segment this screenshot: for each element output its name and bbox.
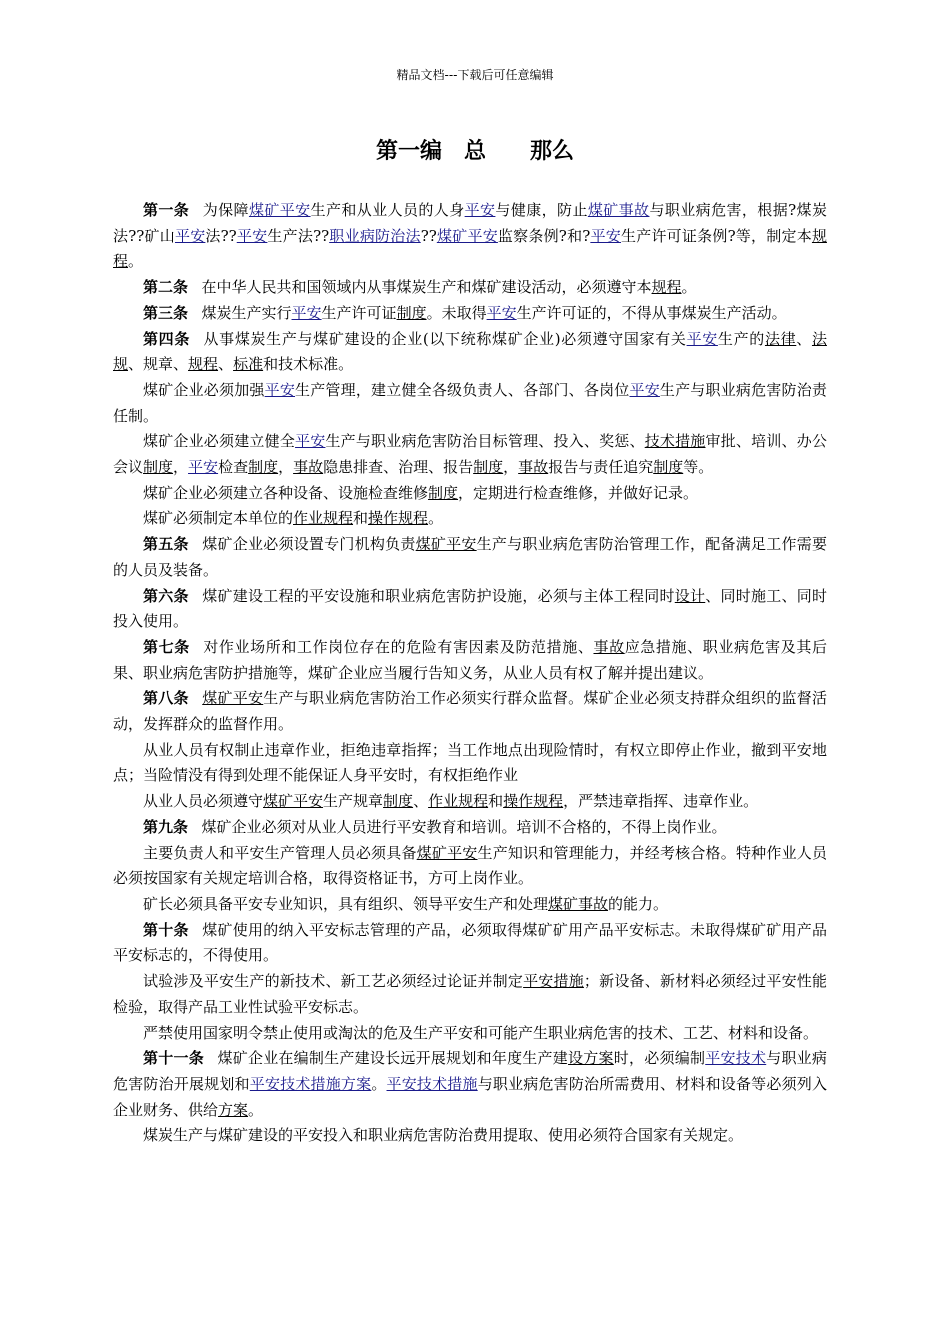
paragraph-text: 煤矿企业必须建立各种设备、设施检查维修 <box>143 483 429 502</box>
paragraph-text: 煤矿使用的纳入平安标志管理的产品，必须取得煤矿矿用产品平安标志。未取得煤矿矿用产品平安标志的，不得使用。 <box>113 920 827 965</box>
paragraph-text: ?? <box>420 226 437 245</box>
paragraph-text: 、规章、 <box>128 355 189 374</box>
paragraph-text: 生产与职业病危害防治目标管理、投入、奖惩、 <box>325 432 645 451</box>
paragraph-text: 煤矿企业必须加强 <box>143 380 265 399</box>
paragraph-text: ， <box>278 458 294 477</box>
article-paragraph <box>113 815 827 841</box>
article-paragraph <box>113 686 827 737</box>
article-paragraph <box>113 584 827 635</box>
glossary-link[interactable]: 煤矿事故 <box>587 201 650 219</box>
article-paragraph <box>113 481 827 507</box>
glossary-link[interactable]: 规程 <box>188 355 219 374</box>
glossary-link[interactable]: 法规 <box>113 329 827 374</box>
article-paragraph <box>113 969 827 1020</box>
glossary-link[interactable]: 煤矿平安 <box>248 201 311 219</box>
article-number: 第十一条 <box>143 1049 204 1068</box>
glossary-link[interactable]: 职业病防治法 <box>329 226 421 245</box>
paragraph-text: 煤炭生产实行 <box>201 303 292 322</box>
glossary-link[interactable]: 平安技术措施 <box>386 1074 478 1093</box>
paragraph-text: 生产与职业病危害防治工作必须实行群众监督。煤矿企业必须支持群众组织的监督活动，发挥群众的监督作用。 <box>113 689 827 734</box>
article-paragraph <box>113 892 827 918</box>
paragraph-text: 严禁使用国家明令禁止使用或淘汰的危及生产平安和可能产生职业病危害的技术、工艺、材料和设备。 <box>143 1023 819 1042</box>
paragraph-text: 在中华人民共和国领域内从事煤炭生产和煤矿建设活动，必须遵守本 <box>201 278 652 297</box>
glossary-link[interactable]: 平安 <box>590 226 622 245</box>
glossary-link[interactable]: 平安 <box>188 458 219 477</box>
paragraph-text: 生产和从业人员的人身 <box>310 201 465 219</box>
glossary-link[interactable]: 平安 <box>295 432 326 451</box>
article-number: 第九条 <box>143 817 189 836</box>
paragraph-text: 主要负责人和平安生产管理人员必须具备 <box>143 843 417 862</box>
paragraph-text: 时，必须编制 <box>613 1049 706 1068</box>
paragraph-text: 和 <box>488 792 504 811</box>
paragraph-text: 从业人员必须遵守 <box>143 792 264 811</box>
paragraph-text: 生产许可证条例?等，制定本 <box>621 226 812 245</box>
paragraph-text: 煤矿企业必须对从业人员进行平安教育和培训。培训不合格的，不得上岗作业。 <box>201 817 727 836</box>
glossary-link[interactable]: 制度 <box>383 792 414 811</box>
article-paragraph <box>113 789 827 815</box>
paragraph-text: 与职业病危害防治所需费用、材料和设备等必须列入企业财务、供给 <box>113 1074 827 1119</box>
paragraph-text: 。 <box>371 1074 387 1093</box>
glossary-link[interactable]: 法律 <box>764 329 797 348</box>
paragraph-text: 与健康，防止 <box>495 201 588 219</box>
paragraph-text: 的能力。 <box>608 894 669 913</box>
paragraph-text: 生产与职业病危害防治管理工作，配备满足工作需要的人员及装备。 <box>113 535 827 579</box>
article-paragraph <box>113 841 827 892</box>
paragraph-text: ， <box>173 458 189 477</box>
paragraph-text: 应急措施、职业病危害及其后果、职业病危害防护措施等，煤矿企业应当履行告知义务，从业人员有权了解并提出建议。 <box>113 637 827 682</box>
paragraph-text: 生产法?? <box>267 226 330 245</box>
paragraph-text: 。 <box>128 252 144 271</box>
glossary-link[interactable]: 平安 <box>264 380 296 399</box>
paragraph-text: 试验涉及平安生产的新技术、新工艺必须经过论证并制定 <box>143 972 524 991</box>
glossary-link[interactable]: 平安 <box>629 380 660 399</box>
paragraph-text: 生产许可证 <box>321 303 397 322</box>
paragraph-text: 法?? <box>205 226 237 245</box>
glossary-link[interactable]: 事故 <box>518 458 549 477</box>
paragraph-text: ，严禁违章指挥、违章作业。 <box>563 792 759 811</box>
glossary-link[interactable]: 制度 <box>396 303 427 322</box>
glossary-link[interactable]: 制度 <box>428 483 459 502</box>
paragraph-text: ， <box>503 458 519 477</box>
paragraph-text: 、同时施工、同时投入使用。 <box>113 586 827 631</box>
article-number: 第二条 <box>143 278 189 297</box>
glossary-link[interactable]: 平安技术 <box>705 1049 767 1068</box>
glossary-link[interactable]: 平安措施 <box>523 972 584 991</box>
glossary-link[interactable]: 制度 <box>248 458 279 477</box>
glossary-link[interactable]: 制度 <box>653 458 684 477</box>
glossary-link[interactable]: 标准 <box>233 355 264 374</box>
glossary-link[interactable]: 平安 <box>236 226 268 245</box>
paragraph-text: 煤矿企业在编制生产建设长远开展规划和年度生产建 <box>217 1049 569 1068</box>
glossary-link[interactable]: 煤矿事故 <box>548 894 609 913</box>
paragraph-text: 。 <box>681 278 697 297</box>
glossary-link[interactable]: 设计 <box>674 586 706 605</box>
paragraph-text: 与职业病危害，根据?煤炭法??矿山 <box>113 201 827 245</box>
article-paragraph <box>113 429 827 480</box>
glossary-link[interactable]: 规程 <box>651 278 682 297</box>
paragraph-text: ；新设备、新材料必须经过平安性能检验，取得产品工业性试验平安标志。 <box>113 972 827 1016</box>
paragraph-text: 煤炭生产与煤矿建设的平安投入和职业病危害防治费用提取、使用必须符合国家有关规定。 <box>143 1126 744 1145</box>
article-number: 第六条 <box>143 586 189 605</box>
article-number: 第十条 <box>143 920 189 939</box>
chapter-title: 第一编 总 那么 <box>375 139 574 164</box>
glossary-link[interactable]: 事故 <box>593 637 625 656</box>
glossary-link[interactable]: 技术措施 <box>644 432 706 451</box>
article-paragraph <box>113 327 827 378</box>
paragraph-text: 为保障 <box>202 201 249 219</box>
paragraph-text: 隐患排查、治理、报告 <box>323 458 474 477</box>
glossary-link[interactable]: 平安 <box>174 226 206 245</box>
paragraph-text: 生产管理，建立健全各级负责人、各部门、各岗位 <box>295 380 630 399</box>
glossary-link[interactable]: 煤矿平安 <box>436 226 498 245</box>
article-paragraph <box>113 198 827 275</box>
paragraph-text: 。 <box>428 509 444 528</box>
glossary-link[interactable]: 煤矿平安 <box>415 535 477 554</box>
paragraph-text: 对作业场所和工作岗位存在的危险有害因素及防范措施、 <box>203 637 594 656</box>
paragraph-text: 。未取得 <box>426 303 487 322</box>
article-paragraph <box>113 378 827 429</box>
glossary-link[interactable]: 作业规程 <box>428 792 489 811</box>
paragraph-text: 。 <box>248 1100 264 1119</box>
paragraph-text: 、 <box>796 329 812 348</box>
paragraph-text: 监察条例?和? <box>497 226 591 245</box>
paragraph-text: 等。 <box>683 458 714 477</box>
article-paragraph <box>113 506 827 532</box>
paragraph-text: 审批、培训、办公会议 <box>113 432 827 477</box>
paragraph-text: ，定期进行检查维修，并做好记录。 <box>458 483 699 502</box>
glossary-link[interactable]: 作业规程 <box>293 509 354 528</box>
glossary-link[interactable]: 设方案 <box>568 1049 614 1068</box>
paragraph-text: 、 <box>218 355 234 374</box>
paragraph-text: 煤矿企业必须建立健全 <box>143 432 296 451</box>
article-paragraph <box>113 275 827 301</box>
article-number: 第五条 <box>143 535 189 554</box>
article-paragraph <box>113 738 827 789</box>
article-paragraph <box>113 918 827 969</box>
paragraph-text: 和 <box>353 509 369 528</box>
paragraph-text: 、 <box>413 792 429 811</box>
document-body <box>113 198 827 1149</box>
glossary-link[interactable]: 事故 <box>293 458 324 477</box>
paragraph-text: 矿长必须具备平安专业知识，具有组织、领导平安生产和处理 <box>143 894 549 913</box>
article-number: 第四条 <box>143 329 191 348</box>
glossary-link[interactable]: 操作规程 <box>368 509 429 528</box>
paragraph-text: 生产的 <box>717 329 765 348</box>
paragraph-text: 生产与职业病危害防治责任制。 <box>113 380 827 425</box>
article-paragraph <box>113 1021 827 1047</box>
glossary-link[interactable]: 煤矿平安 <box>202 689 264 708</box>
paragraph-text: 生产规章 <box>323 792 384 811</box>
paragraph-text: 报告与责任追究 <box>548 458 654 477</box>
article-paragraph <box>113 1046 827 1123</box>
glossary-link[interactable]: 煤矿平安 <box>263 792 324 811</box>
glossary-link[interactable]: 方案 <box>218 1100 249 1119</box>
paragraph-text: 生产知识和管理能力，并经考核合格。特种作业人员必须按国家有关规定培训合格，取得资格证书，方可上岗作业。 <box>113 843 827 888</box>
glossary-link[interactable]: 制度 <box>143 458 174 477</box>
paragraph-text: 检查 <box>218 458 249 477</box>
glossary-link[interactable]: 平安 <box>291 303 322 322</box>
paragraph-text: 和技术标准。 <box>263 355 354 374</box>
glossary-link[interactable]: 煤矿平安 <box>416 843 478 862</box>
paragraph-text: 从事煤炭生产与煤矿建设的企业(以下统称煤矿企业)必须遵守国家有关 <box>203 329 687 348</box>
glossary-link[interactable]: 规程 <box>113 226 827 271</box>
glossary-link[interactable]: 操作规程 <box>503 792 564 811</box>
paragraph-text: 生产许可证的，不得从事煤炭生产活动。 <box>516 303 787 322</box>
article-number: 第一条 <box>143 201 190 219</box>
glossary-link[interactable]: 平安 <box>464 201 496 219</box>
glossary-link[interactable]: 平安 <box>486 303 517 322</box>
article-number: 第七条 <box>143 637 190 656</box>
paragraph-text: 煤矿企业必须设置专门机构负责 <box>202 535 416 554</box>
article-number: 第三条 <box>143 303 189 322</box>
paragraph-text: 从业人员有权制止违章作业，拒绝违章指挥；当工作地点出现险情时，有权立即停止作业，撤到平安地点；当险情没有得到处理不能保证人身平安时，有权拒绝作业 <box>113 740 827 785</box>
article-paragraph <box>113 301 827 327</box>
page-header: 精品文档---下载后可任意编辑 <box>396 68 554 82</box>
article-paragraph <box>113 1123 827 1149</box>
article-paragraph <box>113 532 827 583</box>
article-number: 第八条 <box>143 689 189 708</box>
glossary-link[interactable]: 制度 <box>473 458 504 477</box>
glossary-link[interactable]: 平安技术措施方案 <box>249 1074 372 1093</box>
article-paragraph <box>113 635 827 686</box>
glossary-link[interactable]: 平安 <box>686 329 718 348</box>
paragraph-text: 煤矿建设工程的平安设施和职业病危害防护设施，必须与主体工程同时 <box>202 586 675 605</box>
paragraph-text: 煤矿必须制定本单位的 <box>143 509 294 528</box>
paragraph-text: 与职业病危害防治开展规划和 <box>113 1049 827 1093</box>
